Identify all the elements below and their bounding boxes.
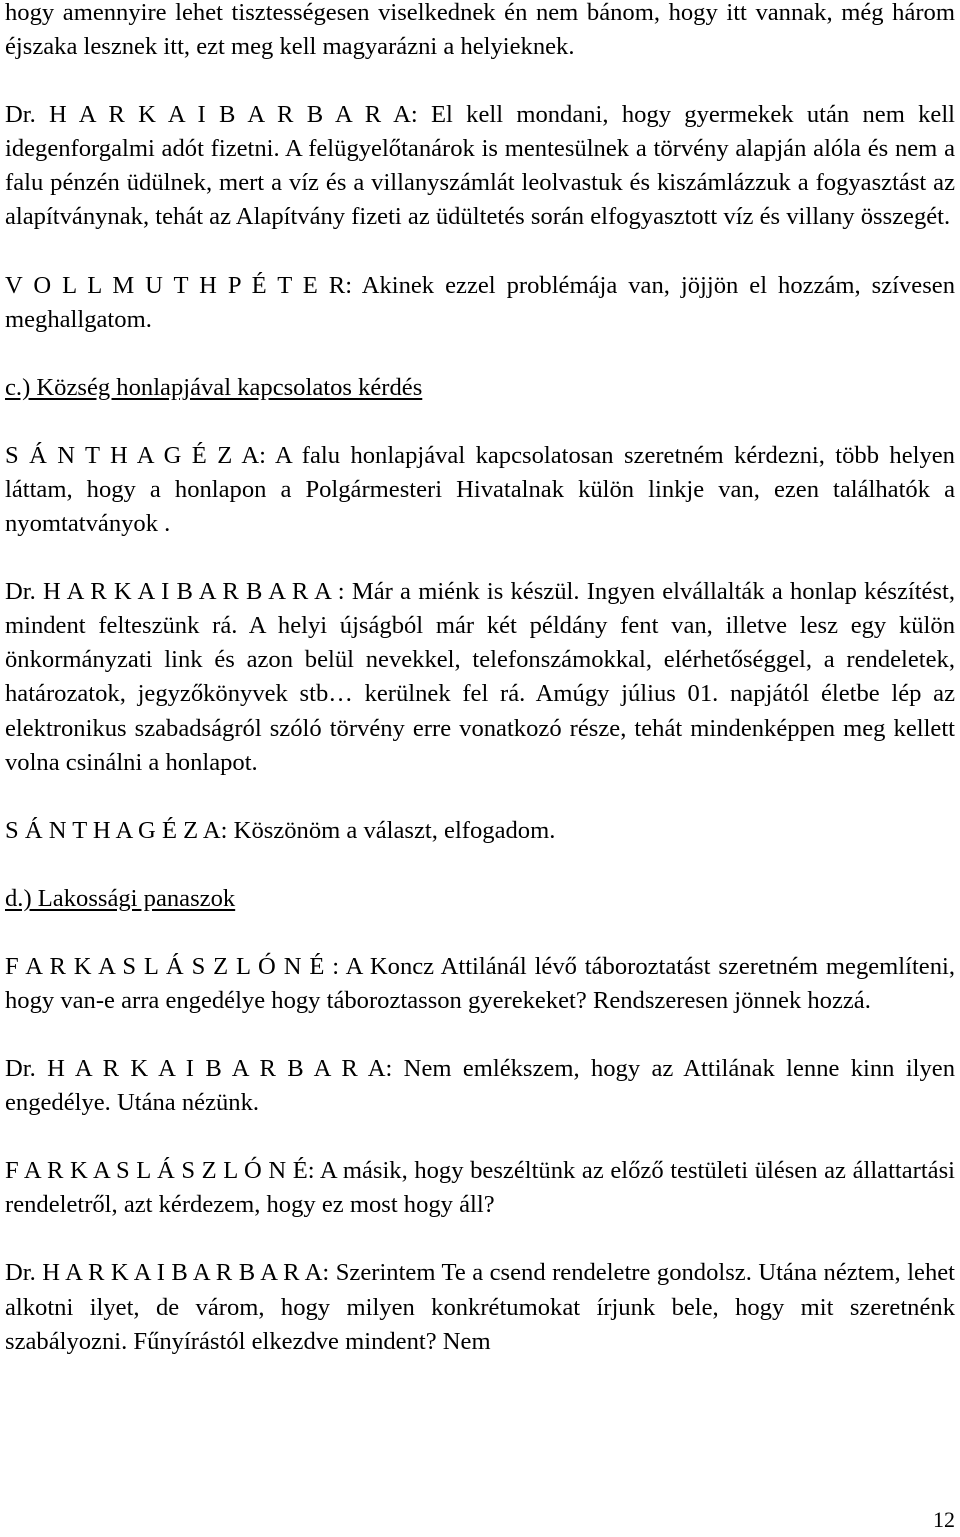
- section-heading-d: [5, 882, 955, 916]
- speaker-name: Dr. H A R K A I B A R B A R A:: [5, 101, 418, 129]
- section-heading-c: [5, 371, 955, 405]
- paragraph-text: A Koncz Attilánál lévő táboroztatást szeretném megemlíteni, hogy van-e arra engedélye hogy táboroztasson gyerekeket? Rendszeresen jönnek hozzá.: [5, 952, 955, 1014]
- paragraph-harkai-4: [5, 1256, 955, 1358]
- speaker-name: S Á N T H A G É Z A:: [5, 441, 266, 469]
- page-number: 12: [933, 1507, 955, 1532]
- paragraph-farkas-1: [5, 950, 955, 1018]
- speaker-name: V O L L M U T H P É T E R:: [5, 271, 353, 299]
- paragraph-santha-1: [5, 439, 955, 541]
- paragraph-continuation: [5, 0, 955, 64]
- paragraph-text: Már a miénk is készül. Ingyen elvállalták a honlap készítést, mindent felteszünk rá. A helyi újságból már két példány fent van, illetve lesz egy külön önkormányzati link és azon belül nevekkel, telefonszámokkal, elérhetőséggel, a rendeletek, határozatok, jegyzőkönyvek stb… kerülnek fel rá. Amúgy július 01. napjától életbe lép az elektronikus szabadságról szóló törvény erre vonatkozó része, tehát mindenképpen meg kellett volna csinálni a honlapot.: [5, 578, 955, 776]
- section-heading: d.) Lakossági panaszok: [5, 884, 236, 912]
- paragraph-text: Nem emlékszem, hogy az Attilának lenne kinn ilyen engedélye. Utána nézünk.: [5, 1055, 955, 1117]
- speaker-name: Dr. H A R K A I B A R B A R A:: [5, 1259, 330, 1287]
- paragraph-vollmuth: [5, 269, 955, 337]
- paragraph-farkas-2: [5, 1154, 955, 1222]
- speaker-name: S Á N T H A G É Z A:: [5, 816, 228, 844]
- paragraph-text: Köszönöm a választ, elfogadom.: [227, 816, 556, 844]
- speaker-name: Dr. H A R K A I B A R B A R A :: [5, 578, 345, 606]
- section-heading: c.) Község honlapjával kapcsolatos kérdés: [5, 373, 423, 401]
- paragraph-santha-2: [5, 814, 955, 848]
- paragraph-text: El kell mondani, hogy gyermekek után nem kell idegenforgalmi adót fizetni. A felügyelőtanárok is mentesülnek a törvény alapján alóla és nem a falu pénzén üdülnek, mert a víz és a villanyszámlát leolvastuk és kiszámlázzuk a fogyasztást az alapítványnak, tehát az Alapítvány fizeti az üdültetés során elfogyasztott víz és villany összegét.: [5, 101, 955, 231]
- paragraph-harkai-3: [5, 1052, 955, 1120]
- paragraph-harkai-2: [5, 575, 955, 780]
- speaker-name: F A R K A S L Á S Z L Ó N É :: [5, 952, 340, 980]
- paragraph-text: hogy amennyire lehet tisztességesen viselkednek én nem bánom, hogy itt vannak, még három éjszaka lesznek itt, ezt meg kell magyarázni a helyieknek.: [5, 0, 955, 61]
- speaker-name: F A R K A S L Á S Z L Ó N É:: [5, 1157, 315, 1185]
- paragraph-text: A másik, hogy beszéltünk az előző testületi ülésen az állattartási rendeletről, azt kérdezem, hogy ez most hogy áll?: [5, 1157, 955, 1219]
- document-page: [5, 0, 955, 1359]
- paragraph-text: Szerintem Te a csend rendeletre gondolsz. Utána néztem, lehet alkotni ilyet, de várom, hogy milyen konkrétumokat írjunk bele, hogy mit szeretnénk szabályozni. Fűnyírástól elkezdve mindent? Nem: [5, 1259, 955, 1355]
- speaker-name: Dr. H A R K A I B A R B A R A:: [5, 1055, 393, 1083]
- paragraph-text: Akinek ezzel problémája van, jöjjön el hozzám, szívesen meghallgatom.: [5, 271, 955, 333]
- paragraph-harkai-1: [5, 98, 955, 234]
- paragraph-text: A falu honlapjával kapcsolatosan szeretném kérdezni, több helyen láttam, hogy a honlapon a Polgármesteri Hivatalnak külön linkje van, ezen találhatók a nyomtatványok .: [5, 441, 955, 538]
